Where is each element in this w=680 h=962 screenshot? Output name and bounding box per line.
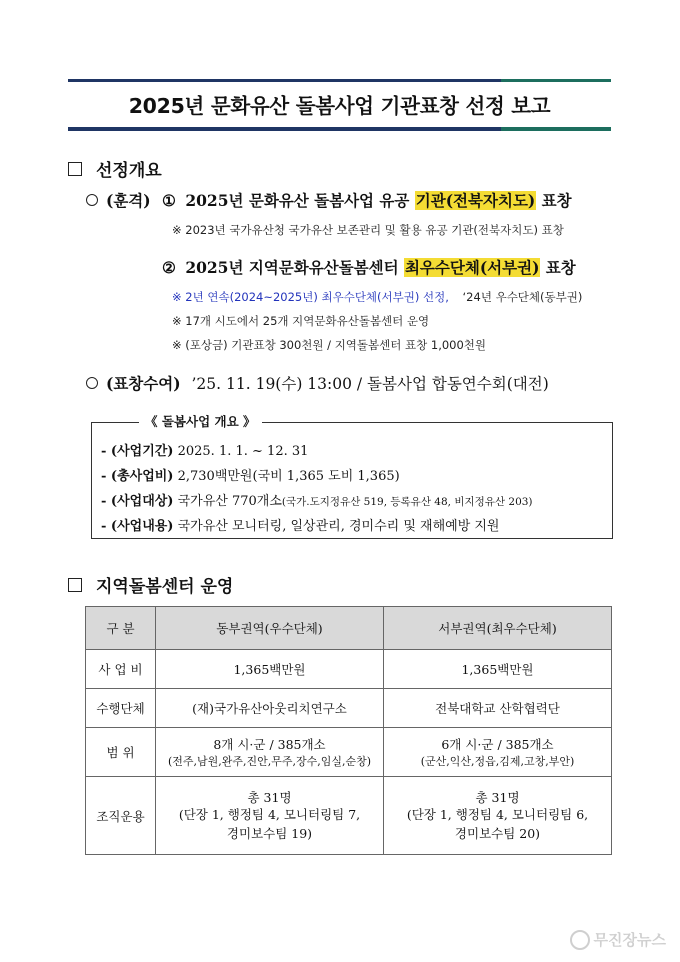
section-heading-overview (68, 156, 162, 181)
table-row (86, 650, 612, 689)
row-label: 사 업 비 (86, 650, 156, 689)
overview-label: 《 돌봄사업 개요 》 (139, 412, 262, 430)
award2-text-b: 표창 (540, 258, 576, 277)
centers-table (85, 606, 612, 855)
section-heading-text: 선정개요 (96, 161, 162, 181)
overview-key: - (사업대상) (101, 494, 174, 509)
circle-bullet-icon (86, 377, 98, 389)
section-heading-text: 지역돌봄센터 운영 (96, 577, 234, 597)
west-sub: (단장 1, 행정팀 4, 모니터링팀 6, 경미보수팀 20) (406, 806, 589, 841)
overview-key: - (사업기간) (101, 444, 174, 459)
row-label: 범 위 (86, 728, 156, 777)
table-row (86, 777, 612, 855)
section-heading-centers (68, 572, 233, 597)
east-main: 총 31명 (247, 789, 292, 805)
award1-text-a: 2025년 문화유산 돌봄사업 유공 (185, 191, 415, 210)
award-number: ① (162, 191, 176, 210)
west-sub: (군산,익산,정읍,김제,고창,부안) (420, 755, 575, 768)
award1-text-b: 표창 (536, 191, 572, 210)
ceremony-text: ’25. 11. 19(수) 13:00 / 돌봄사업 합동연수회(대전) (191, 375, 549, 393)
award2-note-blue: ※ 2년 연속(2024~2025년) 최우수단체(서부권) 선정, (172, 290, 449, 304)
award2-note3: ※ (포상금) 기관표창 300천원 / 지역돌봄센터 표창 1,000천원 (172, 338, 487, 352)
square-bullet-icon (68, 162, 82, 176)
west-main: 6개 시·군 / 385개소 (441, 737, 554, 752)
title-block (68, 79, 611, 131)
table-header-cell: 서부권역(최우수단체) (384, 607, 612, 650)
overview-row (101, 490, 533, 509)
overview-value: 2,730백만원(국비 1,365 도비 1,365) (173, 469, 400, 484)
overview-value: 2025. 1. 1. ~ 12. 31 (173, 444, 309, 459)
document-title: 2025년 문화유산 돌봄사업 기관표창 선정 보고 (128, 94, 551, 118)
award-tag: (훈격) (106, 191, 151, 210)
watermark-text: 무진장뉴스 (593, 931, 666, 949)
row-label: 수행단체 (86, 689, 156, 728)
east-cell: 1,365백만원 (156, 650, 384, 689)
ceremony-line (86, 372, 549, 394)
table-header-cell: 구 분 (86, 607, 156, 650)
award1-note: ※ 2023년 국가유산청 국가유산 보존관리 및 활용 유공 기관(전북자치도) 표창 (172, 223, 564, 237)
award2-note (172, 289, 582, 305)
overview-value: 국가유산 모니터링, 일상관리, 경미수리 및 재해예방 지원 (173, 519, 500, 534)
title-rule-bottom (68, 127, 611, 131)
table-header-cell: 동부권역(우수단체) (156, 607, 384, 650)
east-cell (156, 728, 384, 777)
east-cell (156, 777, 384, 855)
overview-value-small: (국가.도지정유산 519, 등록유산 48, 비지정유산 203) (281, 496, 533, 508)
table-row (86, 689, 612, 728)
east-sub: (단장 1, 행정팀 4, 모니터링팀 7, 경미보수팀 19) (178, 806, 361, 841)
overview-row (101, 515, 500, 534)
overview-key: - (사업내용) (101, 519, 174, 534)
award1-line (86, 189, 572, 211)
east-main: 8개 시·군 / 385개소 (213, 737, 326, 752)
award2-note2: ※ 17개 시도에서 25개 지역문화유산돌봄센터 운영 (172, 314, 430, 328)
east-cell: (재)국가유산아웃리치연구소 (156, 689, 384, 728)
west-cell: 1,365백만원 (384, 650, 612, 689)
west-cell (384, 728, 612, 777)
west-main: 총 31명 (475, 789, 520, 805)
award2-note-tail: ‘24년 우수단체(동부권) (462, 290, 583, 304)
overview-value: 국가유산 770개소 (173, 494, 282, 509)
row-label: 조직운용 (86, 777, 156, 855)
overview-row (101, 440, 308, 459)
overview-key: - (총사업비) (101, 469, 174, 484)
west-cell (384, 777, 612, 855)
west-cell: 전북대학교 산학협력단 (384, 689, 612, 728)
award2-highlight: 최우수단체(서부권) (404, 258, 540, 277)
overview-row (101, 465, 400, 484)
award1-highlight: 기관(전북자치도) (415, 191, 536, 210)
table-header-row (86, 607, 612, 650)
table-row (86, 728, 612, 777)
award-number: ② (162, 258, 176, 277)
award2-line (162, 256, 576, 278)
ceremony-tag: (표창수여) (106, 374, 181, 393)
watermark (570, 929, 666, 950)
watermark-logo-icon (570, 930, 590, 950)
title-rule-top (68, 79, 611, 82)
circle-bullet-icon (86, 194, 98, 206)
square-bullet-icon (68, 578, 82, 592)
award2-text-a: 2025년 지역문화유산돌봄센터 (185, 258, 404, 277)
east-sub: (전주,남원,완주,진안,무주,장수,임실,순창) (167, 755, 372, 768)
